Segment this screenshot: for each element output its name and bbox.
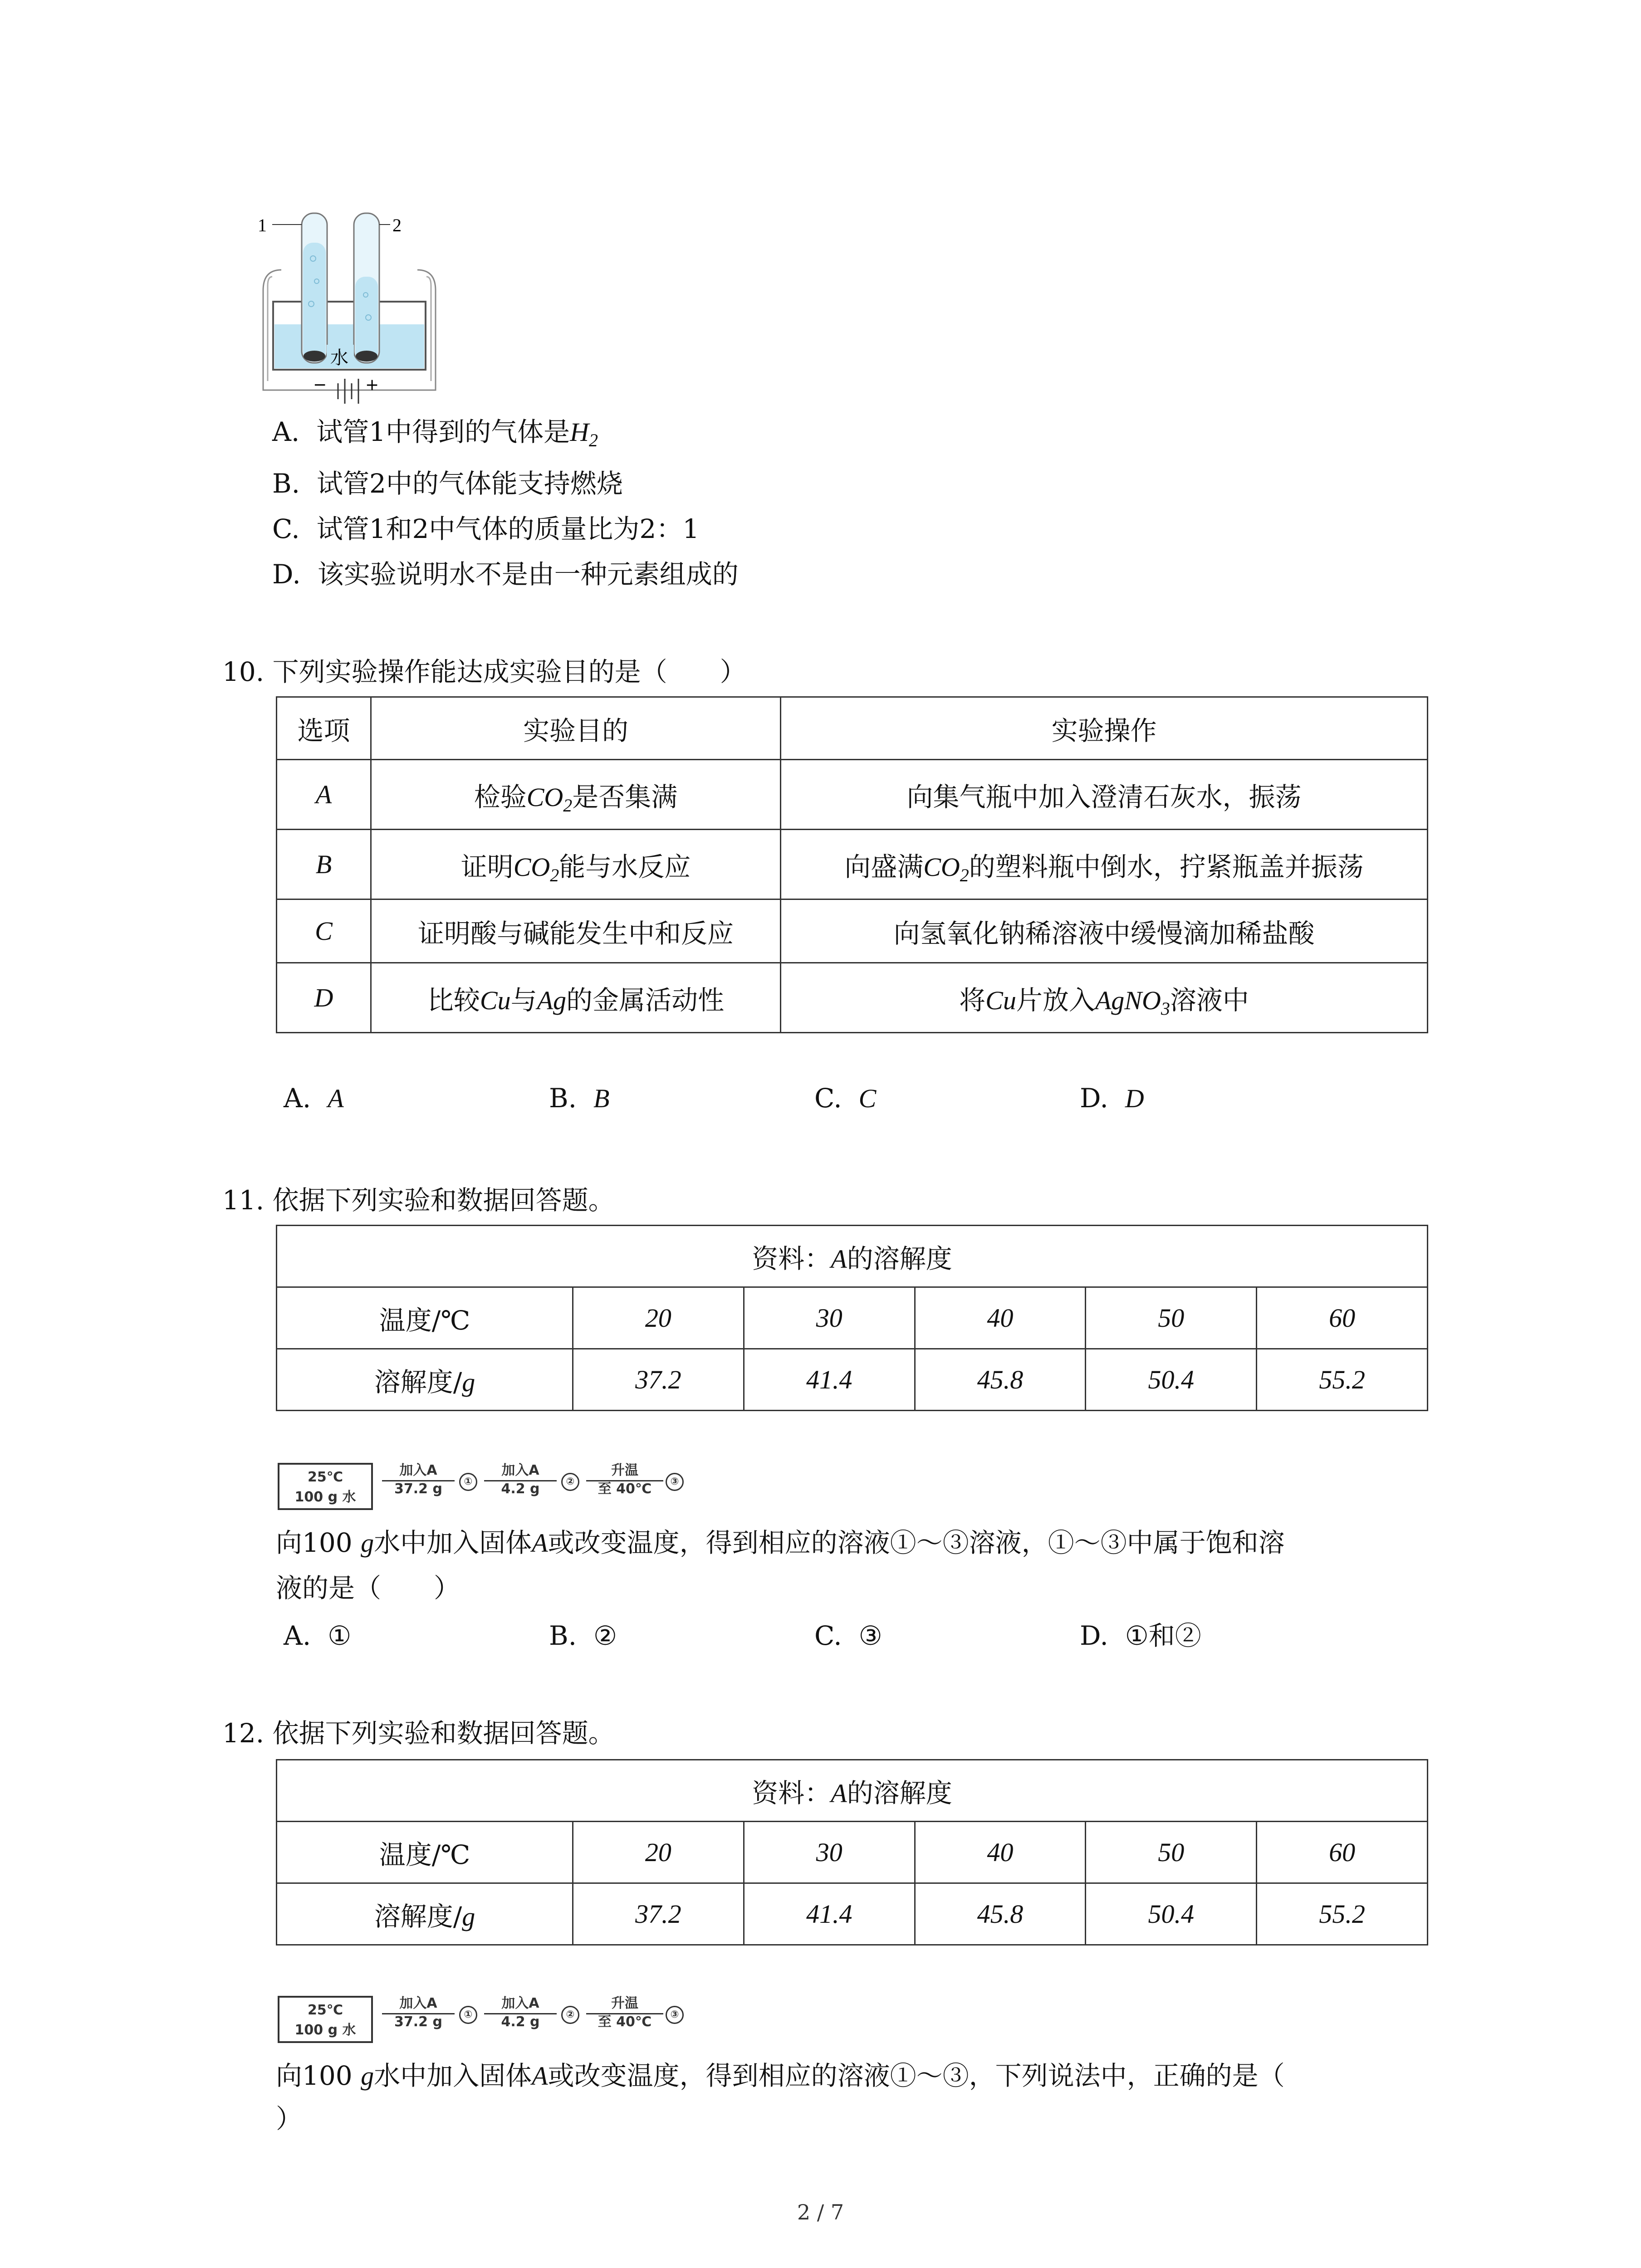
flow-heat-to: 至 40℃ (598, 2014, 652, 2030)
q12-body-line1: 向100 g水中加入固体A或改变温度，得到相应的溶液①～③，下列说法中，正确的是（ (276, 2060, 1285, 2091)
q10-header-goal: 实验目的 (371, 697, 781, 760)
temp-50: 50 (1086, 1822, 1257, 1883)
q12-stem: 12. 依据下列实验和数据回答题。 (222, 1718, 615, 1749)
sol-row-label: 溶解度/g (277, 1883, 573, 1945)
q9-option-d: D. 该实验说明水不是由一种元素组成的 (272, 559, 739, 590)
flow-heat: 升温 (611, 1995, 638, 2011)
q10-option-d: D. D (1080, 1083, 1144, 1114)
flow-box-temp: 25℃ (307, 2002, 343, 2018)
flow-box-water: 100 g 水 (294, 2022, 356, 2038)
q10-stem: 10. 下列实验操作能达成实验目的是（ ） (222, 656, 746, 687)
flow-heat: 升温 (611, 1462, 638, 1478)
q10-option-c: C. C (814, 1083, 877, 1114)
temp-30: 30 (744, 1822, 915, 1883)
electrolysis-figure (254, 200, 445, 408)
q11-flow-diagram (278, 1463, 686, 1517)
flow-amt1: 37.2 g (394, 1481, 442, 1497)
sol-30: 41.4 (744, 1349, 915, 1411)
flow-c1: ① (459, 2006, 477, 2024)
q10-header-option: 选项 (277, 697, 371, 760)
temp-30: 30 (744, 1287, 915, 1349)
temp-40: 40 (915, 1822, 1086, 1883)
flow-add2: 加入A (501, 1995, 539, 2011)
q10-row-c-option: C (277, 899, 371, 963)
q10-option-a: A. A (284, 1083, 344, 1114)
q10-row-b-option: B (277, 830, 371, 899)
flow-amt1: 37.2 g (394, 2014, 442, 2030)
temp-50: 50 (1086, 1287, 1257, 1349)
tube-1-label: 1 (258, 215, 267, 235)
q11-option-a: A. ① (284, 1620, 352, 1651)
temp-60: 60 (1257, 1287, 1428, 1349)
flow-add2: 加入A (501, 1462, 539, 1478)
q10-row-c-goal: 证明酸与碱能发生中和反应 (371, 899, 781, 963)
flow-amt2: 4.2 g (501, 2014, 540, 2030)
sol-50: 50.4 (1086, 1883, 1257, 1945)
sol-20: 37.2 (573, 1883, 744, 1945)
q12-flow-diagram (278, 1996, 686, 2050)
q10-row-a-operation: 向集气瓶中加入澄清石灰水，振荡 (781, 760, 1428, 830)
q11-body-line1: 向100 g水中加入固体A或改变温度，得到相应的溶液①～③溶液，①～③中属于饱和溶 (276, 1527, 1285, 1558)
q10-row-d-operation: 将Cu片放入AgNO$_3$溶液中 (781, 963, 1428, 1033)
flow-box-temp: 25℃ (307, 1469, 343, 1485)
q12-solubility-table (276, 1759, 1428, 1945)
sol-60: 55.2 (1257, 1883, 1428, 1945)
q10-row-b-operation: 向盛满$CO_2$的塑料瓶中倒水，拧紧瓶盖并振荡 (781, 830, 1428, 899)
q11-stem: 11. 依据下列实验和数据回答题。 (222, 1185, 615, 1216)
sol-40: 45.8 (915, 1349, 1086, 1411)
q11-option-b: B. ② (549, 1620, 617, 1651)
q11-body-line2: 液的是（ ） (276, 1573, 460, 1603)
temp-row-label: 温度/℃ (277, 1822, 573, 1883)
q10-row-d-goal: 比较Cu与Ag的金属活动性 (371, 963, 781, 1033)
q10-row-c-operation: 向氢氧化钠稀溶液中缓慢滴加稀盐酸 (781, 899, 1428, 963)
sol-30: 41.4 (744, 1883, 915, 1945)
temp-row-label: 温度/℃ (277, 1287, 573, 1349)
q9-option-a: A. 试管1中得到的气体是$H_2$ (272, 416, 598, 450)
sol-row-label: 溶解度/g (277, 1349, 573, 1411)
sol-50: 50.4 (1086, 1349, 1257, 1411)
q10-row-a-goal: 检验$CO_2$是否集满 (371, 760, 781, 830)
sol-20: 37.2 (573, 1349, 744, 1411)
sol-40: 45.8 (915, 1883, 1086, 1945)
q10-table (276, 696, 1428, 1033)
temp-20: 20 (573, 1287, 744, 1349)
q10-option-b: B. B (549, 1083, 610, 1114)
q11-option-c: C. ③ (814, 1620, 882, 1651)
q11-solubility-table (276, 1225, 1428, 1411)
q10-row-d-option: D (277, 963, 371, 1033)
water-label: 水 (330, 347, 348, 368)
q10-row-a-option: A (277, 760, 371, 830)
q9-option-b: B. 试管2中的气体能支持燃烧 (272, 468, 623, 499)
minus-sign: − (313, 376, 327, 394)
flow-add1: 加入A (399, 1462, 437, 1478)
solubility-title: 资料：A的溶解度 (277, 1226, 1428, 1287)
flow-c2: ② (561, 1473, 579, 1491)
flow-c3: ③ (666, 1473, 684, 1491)
temp-40: 40 (915, 1287, 1086, 1349)
q9-option-c: C. 试管1和2中气体的质量比为2：1 (272, 513, 700, 544)
temp-20: 20 (573, 1822, 744, 1883)
tube-2-label: 2 (392, 215, 402, 235)
flow-c3: ③ (666, 2006, 684, 2024)
flow-c1: ① (459, 1473, 477, 1491)
flow-add1: 加入A (399, 1995, 437, 2011)
plus-sign: + (365, 376, 379, 394)
flow-c2: ② (561, 2006, 579, 2024)
q12-body-line2: ） (276, 2103, 303, 2134)
flow-box-water: 100 g 水 (294, 1489, 356, 1505)
solubility-title: 资料：A的溶解度 (277, 1760, 1428, 1822)
q11-option-d: D. ①和② (1080, 1620, 1201, 1651)
q10-header-operation: 实验操作 (781, 697, 1428, 760)
page-number: 2 / 7 (797, 2200, 844, 2224)
temp-60: 60 (1257, 1822, 1428, 1883)
flow-amt2: 4.2 g (501, 1481, 540, 1497)
q10-row-b-goal: 证明$CO_2$能与水反应 (371, 830, 781, 899)
flow-heat-to: 至 40℃ (598, 1481, 652, 1497)
sol-60: 55.2 (1257, 1349, 1428, 1411)
